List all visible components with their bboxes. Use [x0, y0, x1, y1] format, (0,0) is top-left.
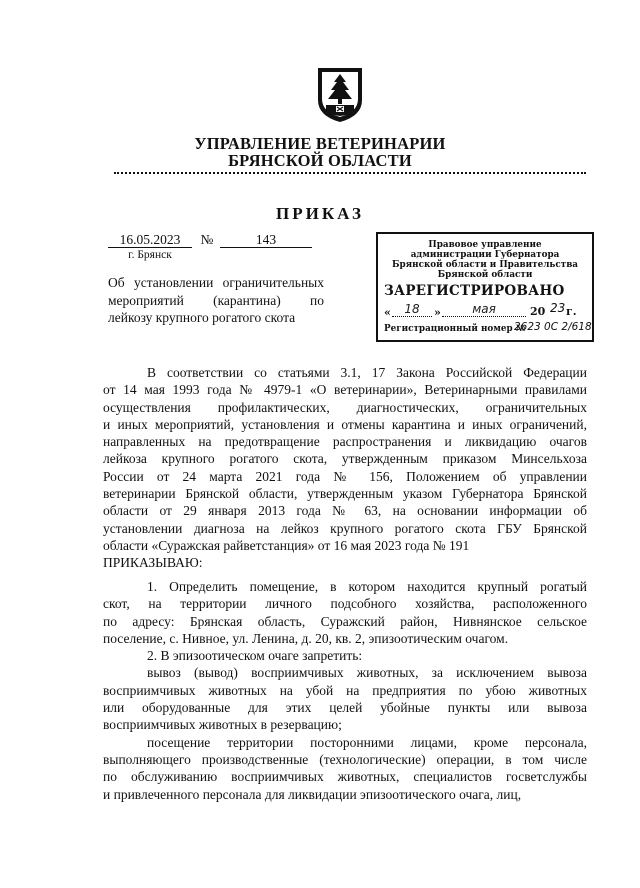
- text-line: лейкоза крупного рогатого скота, утвержденным приказом Минсельхоза: [103, 451, 587, 467]
- text-line: от 14 мая 1993 года № 4979-1 «О ветеринарии», Ветеринарными правилами: [103, 382, 587, 398]
- stamp-quote-close: »: [434, 306, 441, 319]
- order-date: 16.05.2023: [108, 232, 192, 248]
- text-line: поселение, с. Нивное, ул. Ленина, д. 20, кв. 2, эпизоотическим очагом.: [103, 630, 509, 646]
- text-line: по адресу: Брянская область, Суражский район, Нивнянское сельское: [103, 613, 587, 629]
- stamp-line: Брянской области: [437, 270, 533, 280]
- stamp-line: Правовое управление: [428, 240, 542, 250]
- text-line: восприимчивых животных в резервацию;: [103, 717, 342, 733]
- text-line: восприимчивых животных на убой на предприятия по убою животных: [103, 682, 587, 698]
- subject-line: лейкозу крупного рогатого скота: [108, 310, 296, 325]
- text-line: по обслуживанию восприимчивых животных, специалистов госветслужбы: [103, 769, 587, 785]
- stamp-reg-label: Регистрационный номер №: [384, 324, 526, 334]
- header-divider: [114, 172, 586, 174]
- order-items: [103, 578, 587, 803]
- document-title: ПРИКАЗ: [276, 204, 364, 223]
- text-line: 2. В эпизоотическом очаге запретить:: [147, 648, 363, 664]
- order-number: 143: [220, 232, 312, 248]
- stamp-month: мая: [442, 302, 526, 317]
- stamp-year-prefix: 20: [530, 305, 546, 318]
- text-line: скот, на территории личного подсобного хозяйства, расположенного: [103, 596, 587, 612]
- text-line: области от 29 января 2013 года № 63, на основании информации об: [103, 503, 587, 519]
- text-line: В соответствии со статьями 3.1, 17 Закона Российской Федерации: [147, 365, 587, 380]
- text-line: вывоз (вывод) восприимчивых животных, за исключением вывоза: [147, 665, 587, 681]
- order-keyword: ПРИКАЗЫВАЮ:: [103, 555, 203, 571]
- subject-line: Об установлении ограничительных: [108, 275, 324, 290]
- text-line: выполняющего производственные (технологические) операции, в том числе: [103, 751, 587, 767]
- registration-stamp: [376, 232, 594, 342]
- stamp-line: администрации Губернатора: [410, 250, 560, 260]
- text-line: осуществления профилактических, диагностических, ограничительных: [103, 399, 587, 415]
- stamp-registered: ЗАРЕГИСТРИРОВАНО: [384, 283, 565, 299]
- stamp-year-suffix: 23: [550, 301, 566, 315]
- stamp-reg-number: 2623 0С 2/618: [514, 321, 592, 333]
- text-line: области «Суражская райветстанция» от 16 мая 2023 года № 191: [103, 537, 470, 553]
- stamp-day: 18: [392, 302, 432, 317]
- text-line: или оборудованные для этих целей убойные пункты или вывоза: [103, 700, 587, 716]
- order-subject: [108, 274, 324, 327]
- stamp-line: Брянской области и Правительства: [391, 260, 579, 270]
- coat-of-arms-icon: [316, 66, 364, 124]
- text-line: и иных мероприятий, установления и отмены карантина и иных ограничений,: [103, 416, 587, 432]
- organization-name-line2: БРЯНСКОЙ ОБЛАСТИ: [228, 151, 412, 170]
- text-line: России от 24 марта 2021 года № 156, Положением об управлении: [103, 468, 587, 484]
- stamp-year-unit: г.: [566, 305, 577, 318]
- text-line: направленных на предотвращение распространения и ликвидацию очагов: [103, 434, 587, 450]
- text-line: 1. Определить помещение, в котором находится крупный рогатый: [147, 579, 587, 594]
- text-line: установлении диагноза на лейкоз крупного рогатого скота ГБУ Брянской: [103, 520, 587, 536]
- text-line: ветеринарии Брянской области, утвержденным указом Губернатора Брянской: [103, 486, 587, 502]
- order-place: г. Брянск: [128, 249, 172, 261]
- number-sign: №: [200, 232, 214, 247]
- text-line: и привлеченного персонала для ликвидации эпизоотического очага, лиц,: [103, 786, 522, 802]
- stamp-quote-open: «: [384, 306, 391, 319]
- organization-name-line1: УПРАВЛЕНИЕ ВЕТЕРИНАРИИ: [194, 134, 446, 153]
- stamp-date: [384, 301, 588, 320]
- text-line: посещение территории посторонними лицами, кроме персонала,: [147, 734, 587, 750]
- subject-line: мероприятий (карантина) по: [108, 292, 324, 308]
- preamble-paragraph: [103, 364, 587, 572]
